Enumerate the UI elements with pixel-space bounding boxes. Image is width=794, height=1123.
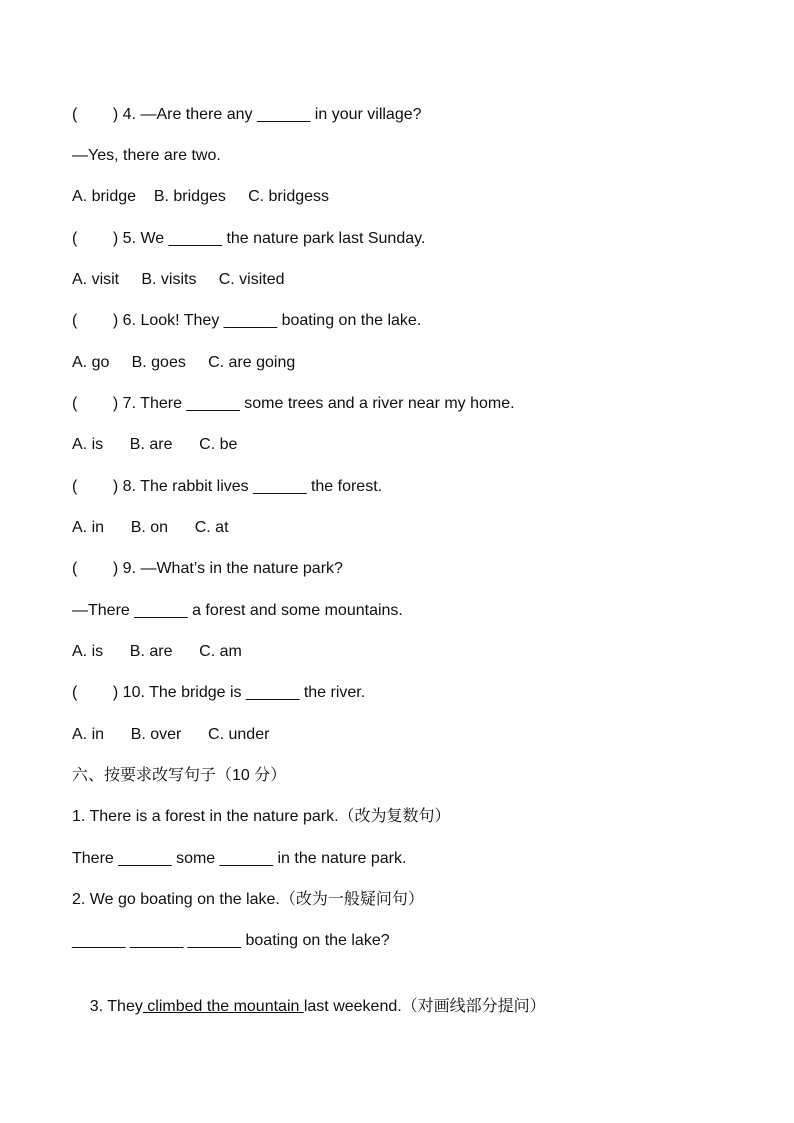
q7-options: A. is B. are C. be — [72, 436, 238, 453]
rewrite-1-sentence: 1. There is a forest in the nature park.（改为复数句） — [72, 808, 451, 825]
q8-options: A. in B. on C. at — [72, 519, 229, 536]
q5-options: A. visit B. visits C. visited — [72, 271, 285, 288]
rewrite-2-sentence: 2. We go boating on the lake.（改为一般疑问句） — [72, 891, 424, 908]
q9-reply: —There ______ a forest and some mountains. — [72, 602, 403, 619]
q10-question: ( ) 10. The bridge is ______ the river. — [72, 684, 366, 701]
q7-question: ( ) 7. There ______ some trees and a river near my home. — [72, 395, 515, 412]
q9-options: A. is B. are C. am — [72, 643, 242, 660]
rewrite-3-suffix: last weekend.（对画线部分提问） — [303, 998, 546, 1015]
q8-question: ( ) 8. The rabbit lives ______ the forest. — [72, 478, 383, 495]
q4-options: A. bridge B. bridges C. bridgess — [72, 188, 330, 205]
q10-options: A. in B. over C. under — [72, 726, 270, 743]
q5-question: ( ) 5. We ______ the nature park last Sunday. — [72, 230, 426, 247]
q4-question: ( ) 4. —Are there any ______ in your village? — [72, 106, 422, 123]
section-six-heading: 六、按要求改写句子（10 分） — [72, 767, 287, 784]
q6-question: ( ) 6. Look! They ______ boating on the lake. — [72, 312, 422, 329]
rewrite-2-answer: ______ ______ ______ boating on the lake? — [72, 932, 390, 949]
q4-reply: —Yes, there are two. — [72, 147, 221, 164]
q9-question: ( ) 9. —What’s in the nature park? — [72, 560, 343, 577]
q6-options: A. go B. goes C. are going — [72, 354, 296, 371]
rewrite-1-answer: There ______ some ______ in the nature park. — [72, 850, 407, 867]
rewrite-3-sentence — [72, 971, 546, 1015]
rewrite-3-prefix: 3. They — [89, 998, 143, 1015]
rewrite-3-underlined: climbed the mountain — [142, 998, 304, 1015]
